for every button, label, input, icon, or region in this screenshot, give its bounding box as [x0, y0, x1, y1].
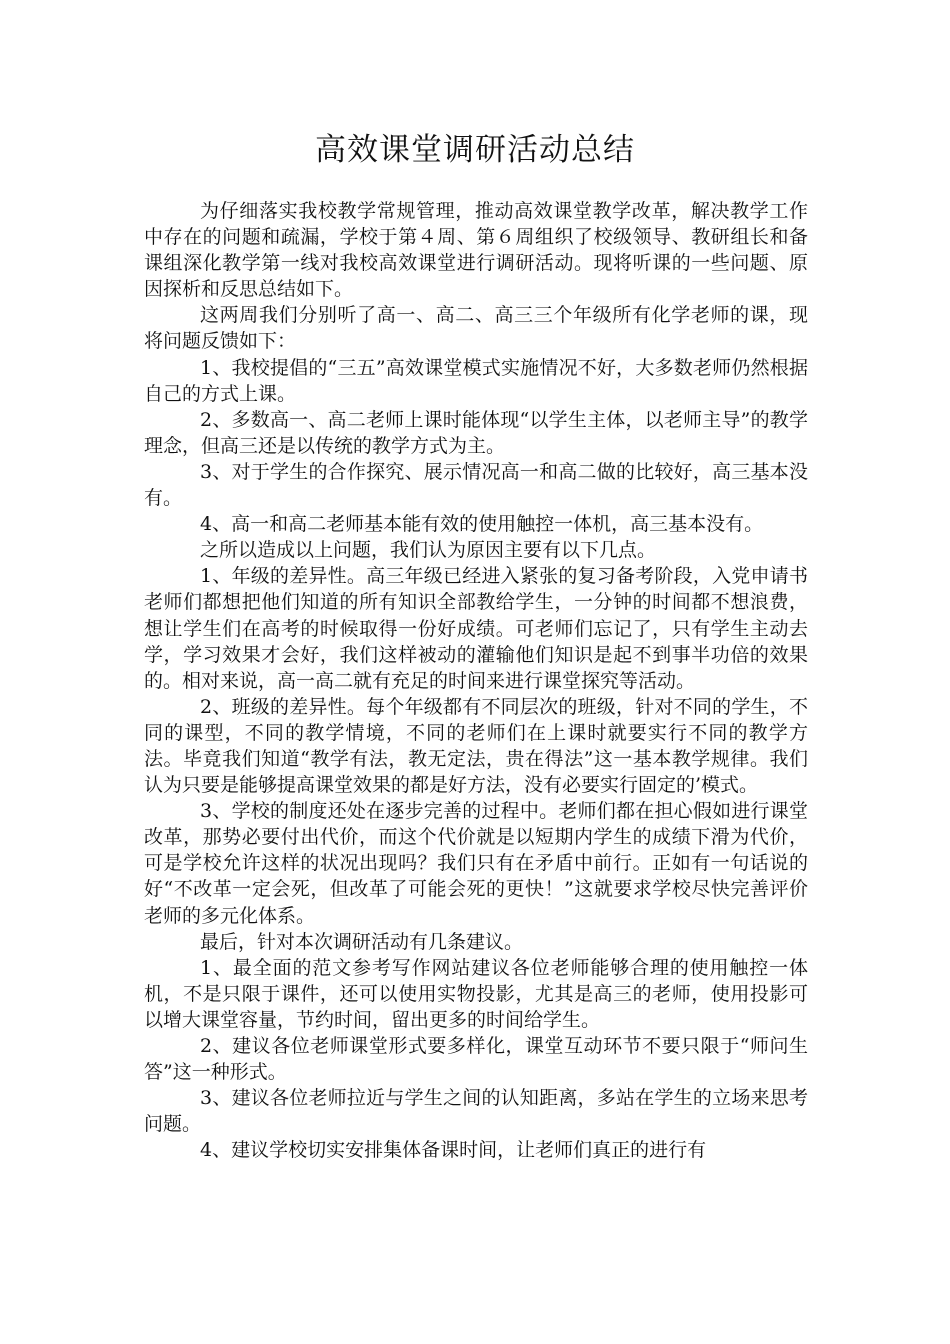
paragraph-issue-3: 3、对于学生的合作探究、展示情况高一和高二做的比较好，高三基本没有。 — [144, 460, 808, 510]
paragraph-suggestion-4: 4、建议学校切实安排集体备课时间，让老师们真正的进行有 — [200, 1139, 707, 1162]
paragraph-intro: 为仔细落实我校教学常规管理，推动高效课堂教学改革，解决教学工作中存在的问题和疏漏，学校于第４周、第６周组织了校级领导、教研组长和备课组深化教学第一线对我校高效课堂进行调研活动。现将听课的一些问题、原因探析和反思总结如下。 — [144, 200, 808, 301]
paragraph-suggestion-3: 3、建议各位老师拉近与学生之间的认知距离，多站在学生的立场来思考问题。 — [144, 1087, 808, 1136]
paragraph-cause-2: 2、班级的差异性。每个年级都有不同层次的班级，针对不同的学生，不同的课型，不同的教学情境，不同的老师们在上课时就要实行不同的教学方法。毕竟我们知道“教学有法，教无定法，贵在得法”这一基本教学规律。我们认为只要是能够提高课堂效果的都是好方法，没有必要实行固定的’模式。 — [144, 695, 808, 797]
document-body — [144, 198, 808, 1163]
paragraph-cause-3: 3、学校的制度还处在逐步完善的过程中。老师们都在担心假如进行课堂改革，那势必要付出代价，而这个代价就是以短期内学生的成绩下滑为代价，可是学校允许这样的状况出现吗？我们只有在矛盾中前行。正如有一句话说的好“不改革一定会死，但改革了可能会死的更快！”这就要求学校尽快完善评价老师的多元化体系。 — [144, 800, 808, 927]
paragraph-issue-4: 4、高一和高二老师基本能有效的使用触控一体机，高三基本没有。 — [200, 513, 764, 536]
paragraph-suggestion-1: 1、最全面的范文参考写作网站建议各位老师能够合理的使用触控一体机，不是只限于课件，还可以使用实物投影，尤其是高三的老师，使用投影可以增大课堂容量，节约时间，留出更多的时间给学生。 — [144, 956, 808, 1031]
document-title: 高效课堂调研活动总结 — [315, 132, 635, 168]
paragraph-issue-1: 1、我校提倡的“三五”高效课堂模式实施情况不好，大多数老师仍然根据自己的方式上课。 — [144, 356, 808, 405]
paragraph-cause-1: 1、年级的差异性。高三年级已经进入紧张的复习备考阶段，入党申请书老师们都想把他们知道的所有知识全部教给学生，一分钟的时间都不想浪费，想让学生们在高考的时候取得一份好成绩。可老师们忘记了，只有学生主动去学，学习效果才会好，我们这样被动的灌输他们知识是起不到事半功倍的效果的。相对来说，高一高二就有充足的时间来进行课堂探究等活动。 — [144, 565, 808, 692]
paragraph-issue-2: 2、多数高一、高二老师上课时能体现“以学生主体，以老师主导”的教学理念，但高三还是以传统的教学方式为主。 — [144, 408, 808, 457]
paragraph-causes-intro: 之所以造成以上问题，我们认为原因主要有以下几点。 — [200, 539, 657, 562]
paragraph-suggestions-intro: 最后，针对本次调研活动有几条建议。 — [200, 930, 524, 953]
paragraph-suggestion-2: 2、建议各位老师课堂形式要多样化，课堂互动环节不要只限于“师问生答”这一种形式。 — [144, 1035, 808, 1084]
paragraph-feedback-intro: 这两周我们分别听了高一、高二、高三三个年级所有化学老师的课，现将问题反馈如下： — [144, 304, 808, 353]
